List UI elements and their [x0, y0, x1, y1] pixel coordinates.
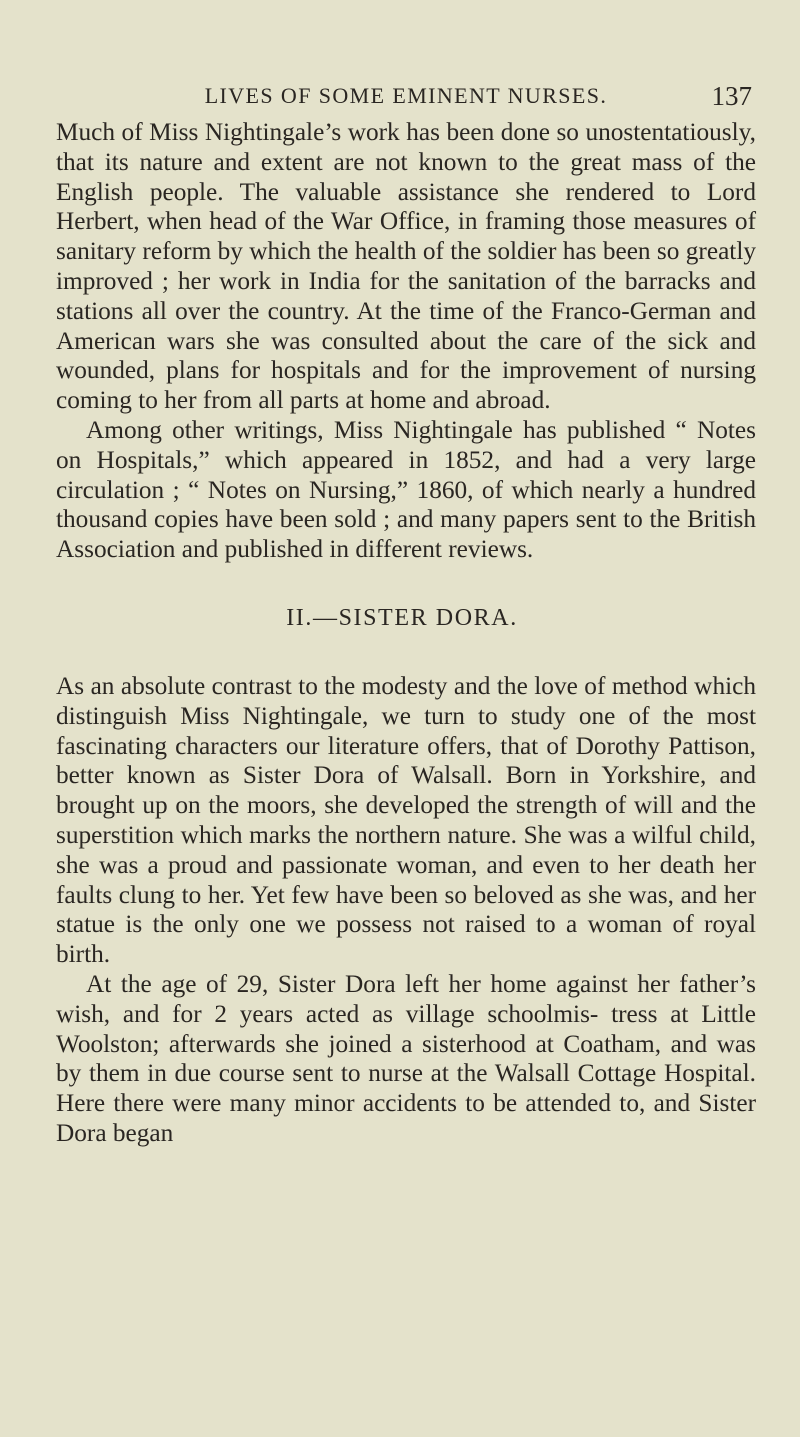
paragraph-nightingale-work: Much of Miss Nightingale’s work has been done so unostentatiously, that its nature and extent are not known to the great mass of the English people. The valuable assistance she rendered to Lord Herbert, when head of the War Office, in framing those measures of sanitary reform by which the health of the soldier has been so greatly improved ; her work in India for the sanitation of the barracks and stations all over the country. At the time of the Franco-German and American wars she was consulted about the care of the sick and wounded, plans for hospitals and for the improvement of nursing coming to her from all parts at home and abroad. — [56, 118, 756, 415]
section-heading: II.—SISTER DORA. — [286, 604, 518, 631]
page-body — [56, 118, 756, 1149]
page-number: 137 — [711, 81, 752, 111]
running-head — [56, 78, 756, 114]
running-title: LIVES OF SOME EMINENT NURSES. — [204, 83, 608, 108]
paragraph-sister-dora-intro: As an absolute contrast to the modesty and the love of method which distinguish Miss Nightingale, we turn to study one of the most fascinating characters our literature offers, that of Dorothy Pattison, better known as Sister Dora of Walsall. Born in Yorkshire, and brought up on the moors, she developed the strength of will and the superstition which marks the northern nature. She was a wilful child, she was a proud and passionate woman, and even to her death her faults clung to her. Yet few have been so beloved as she was, and her statue is the only one we possess not raised to a woman of royal birth. — [56, 671, 756, 969]
paragraph-nightingale-writings: Among other writings, Miss Nightingale has published “ Notes on Hospitals,” which appeared in 1852, and had a very large circulation ; “ Notes on Nursing,” 1860, of which nearly a hundred thousand copies have been sold ; and many papers sent to the British Association and published in different reviews. — [56, 415, 756, 564]
paragraph-sister-dora-early-life: At the age of 29, Sister Dora left her home against her father’s wish, and for 2 years acted as village schoolmis- tress at Little Woolston; afterwards she joined a sisterhood at Coatham, and was by them in due course sent to nurse at the Walsall Cottage Hospital. Here there were many minor accidents to be attended to, and Sister Dora began — [56, 969, 756, 1147]
